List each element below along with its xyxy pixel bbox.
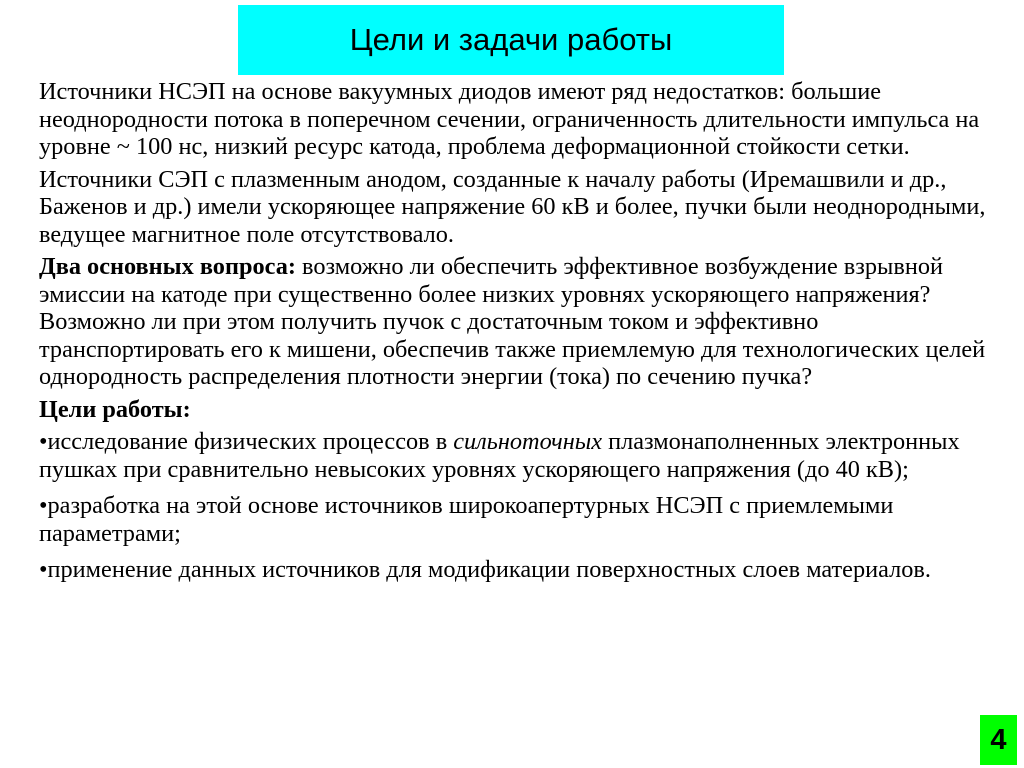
goal-1-italic: сильноточных [453,428,602,455]
paragraph-two-questions [39,253,999,391]
slide-title: Цели и задачи работы [349,22,673,57]
slide-body [39,78,999,589]
paragraph-vacuum-diodes: Источники НСЭП на основе вакуумных диодов имеют ряд недостатков: большие неоднородности потока в поперечном сечении, ограниченность длительности импульса на уровне ~ 100 нс, низкий ресурс катода, проблема деформационной стойкости сетки. [39,78,980,160]
two-questions-text: возможно ли обеспечить эффективное возбуждение взрывной эмиссии на катоде при существенно более низких уровнях ускоряющего напряжения? Возможно ли при этом получить пучок с достаточным током и эффективно транспортировать его к мишени, обеспечив также приемлемую для технологических целей однородность распределения плотности энергии (тока) по сечению пучка? [39,253,986,390]
goal-1-before: •исследование физических процессов в [39,428,454,455]
goal-item-1 [39,428,999,483]
page-number: 4 [990,723,1007,756]
paragraph-plasma-anode: Источники СЭП с плазменным анодом, созданные к началу работы (Иремашвили и др., Баженов и др.) имели ускоряющее напряжение 60 кВ и более, пучки были неоднородными, ведущее магнитное поле отсутствовало. [39,165,986,248]
goal-item-3: •применение данных источников для модификации поверхностных слоев материалов. [39,556,931,583]
two-questions-heading: Два основных вопроса: [39,253,296,280]
goal-item-2: •разработка на этой основе источников широкоапертурных НСЭП с приемлемыми параметрами; [39,492,894,547]
goal-1-after: плазмонаполненных электронных пушках при сравнительно невысоких уровнях ускоряющего напряжения (до 40 кВ); [39,428,960,483]
goals-heading-paragraph [39,396,999,424]
title-banner [238,5,784,75]
goals-heading: Цели работы: [39,395,191,423]
page-number-box [980,715,1017,765]
